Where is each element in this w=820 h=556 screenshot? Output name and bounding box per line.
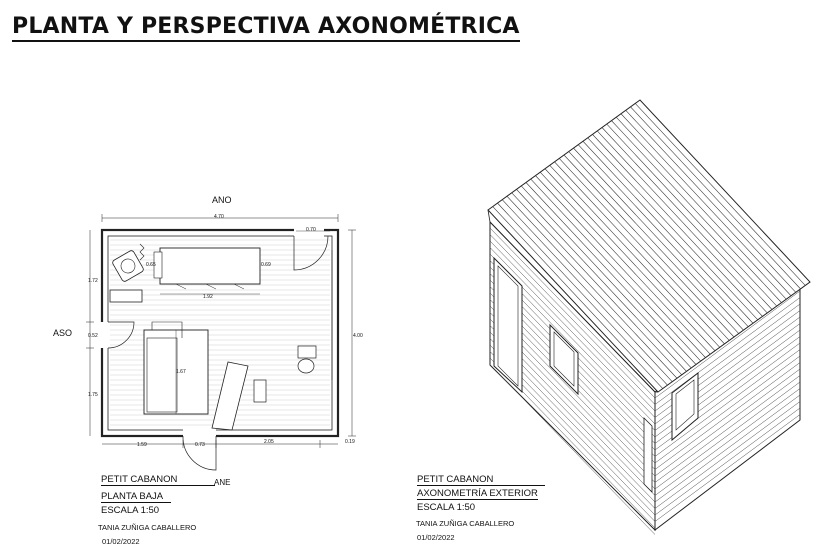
table — [160, 248, 260, 284]
plan-caption-project: PETIT CABANON — [101, 474, 215, 486]
dim-door-top: 0.70 — [306, 227, 316, 233]
axo-caption-scale: ESCALA 1:50 — [417, 502, 476, 513]
orientation-south: ANE — [214, 478, 231, 487]
plan-caption-scale: ESCALA 1:50 — [101, 505, 160, 516]
axo-caption-project: PETIT CABANON — [417, 474, 545, 486]
orientation-north: ANO — [212, 195, 232, 205]
dim-total-width: 4.70 — [214, 214, 224, 220]
floor-plan — [86, 214, 356, 470]
plan-caption-date: 01/02/2022 — [102, 537, 140, 546]
dim-left-bottom: 1.75 — [88, 392, 98, 398]
wc — [298, 346, 316, 358]
axonometric-view — [488, 100, 810, 535]
dim-bottom-left: 1.59 — [137, 442, 147, 448]
page-title: PLANTA Y PERSPECTIVA AXONOMÉTRICA — [12, 14, 520, 42]
axo-caption-view: AXONOMETRÍA EXTERIOR — [417, 488, 538, 499]
dim-bottom-right: 2.05 — [264, 439, 274, 445]
axo-caption-date: 01/02/2022 — [417, 533, 455, 542]
dim-table-length: 1.92 — [203, 294, 213, 300]
axo-caption-author: TANIA ZUÑIGA CABALLERO — [416, 519, 515, 528]
dim-left-top: 1.72 — [88, 278, 98, 284]
dim-total-height: 4.00 — [353, 333, 363, 339]
dim-chair-gap: 0.65 — [146, 262, 156, 268]
plan-caption-author: TANIA ZUÑIGA CABALLERO — [98, 523, 197, 532]
cabinet — [110, 290, 142, 302]
armchair — [112, 250, 145, 283]
dim-table-depth: 0.69 — [261, 262, 271, 268]
dim-bed-length: 1.67 — [176, 369, 186, 375]
orientation-west: ASO — [53, 328, 73, 338]
dim-left-door: 0.52 — [88, 333, 98, 339]
plan-caption-view: PLANTA BAJA — [101, 491, 171, 503]
dim-bottom-corner: 0.19 — [345, 439, 355, 445]
dim-bottom-door: 0.73 — [195, 442, 205, 448]
